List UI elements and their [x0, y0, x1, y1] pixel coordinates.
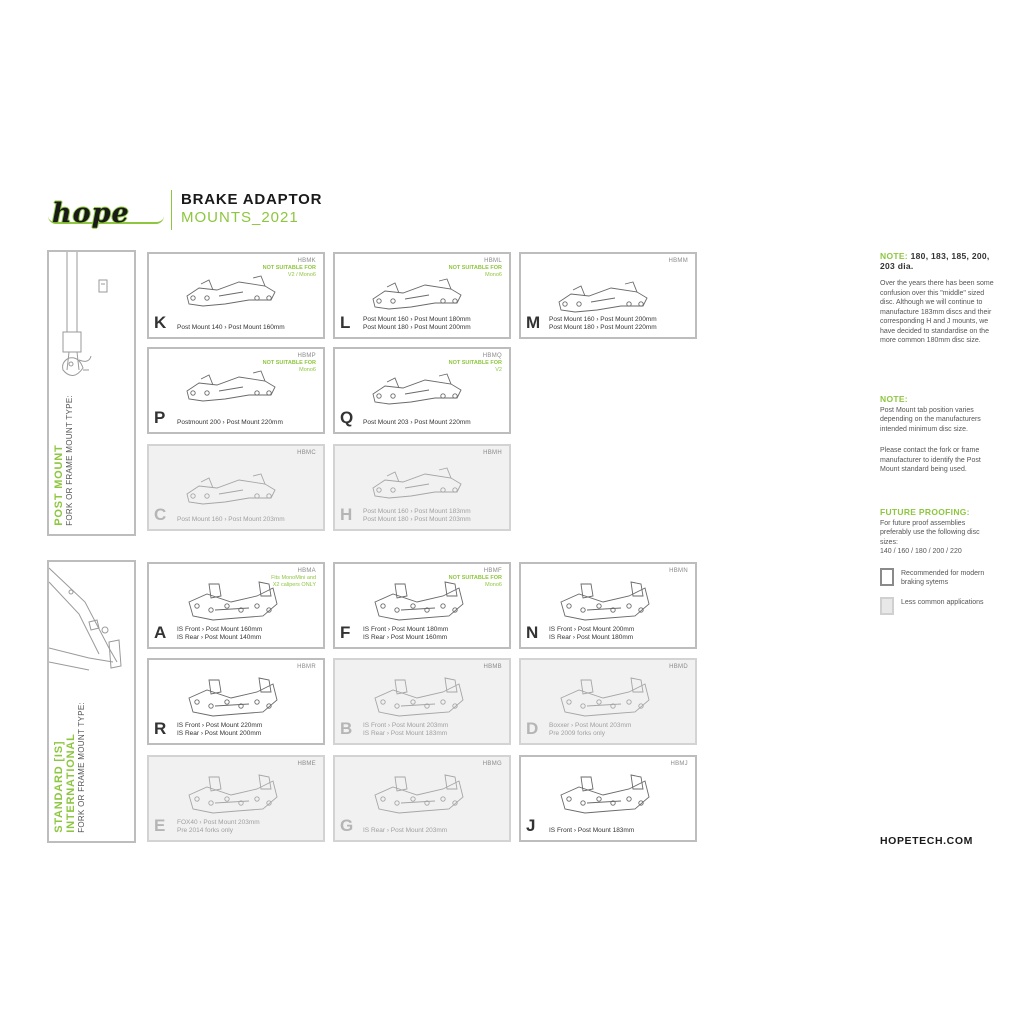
adaptor-description — [177, 324, 285, 332]
part-code: HBMB — [483, 664, 502, 670]
group-label-post-mount: POST MOUNT FORK OR FRAME MOUNT TYPE: — [53, 395, 74, 526]
part-code: HBMG — [482, 761, 502, 767]
adaptor-card-f[interactable] — [333, 562, 511, 649]
adaptor-description-line-1: IS Front › Post Mount 183mm — [549, 826, 635, 834]
hope-logo — [50, 196, 162, 229]
adaptor-description — [549, 827, 634, 835]
adaptor-letter: J — [526, 816, 536, 835]
future-proofing-sizes: 140 / 160 / 180 / 200 / 220 — [880, 548, 962, 555]
adaptor-description-line-1: Boxxer › Post Mount 203mm — [549, 722, 632, 729]
adaptor-card-g[interactable] — [333, 755, 511, 842]
adaptor-description — [363, 508, 471, 523]
adaptor-description-line-2: IS Rear › Post Mount 160mm — [363, 633, 448, 641]
part-code: HBMA — [297, 568, 316, 574]
part-code: HBMJ — [670, 761, 688, 767]
legend-recommended-label: Recommended for modern braking sytems — [901, 570, 985, 586]
compatibility-note — [449, 575, 502, 589]
adaptor-card-h[interactable] — [333, 444, 511, 531]
adaptor-description-line-1: Post Mount 160 › Post Mount 203mm — [177, 515, 285, 523]
adaptor-card-j[interactable] — [519, 755, 697, 842]
adaptor-description — [177, 419, 283, 427]
compatibility-note — [271, 575, 316, 589]
adaptor-letter: Q — [340, 408, 354, 427]
website-link[interactable]: HOPETECH.COM — [880, 835, 973, 847]
adaptor-description — [177, 819, 260, 834]
logo-text: hope — [52, 198, 130, 229]
adaptor-card-c[interactable] — [147, 444, 325, 531]
adaptor-card-p[interactable] — [147, 347, 325, 434]
adaptor-bracket-icon — [179, 676, 289, 722]
adaptor-bracket-icon — [179, 462, 289, 508]
header — [50, 188, 370, 234]
compatibility-note-line-2: V2 — [495, 367, 502, 373]
adaptor-letter: G — [340, 816, 354, 835]
adaptor-description-line-1: IS Front › Post Mount 160mm — [177, 626, 263, 633]
adaptor-bracket-icon — [365, 676, 475, 722]
group-panel-post-mount — [47, 250, 136, 536]
adaptor-bracket-icon — [551, 580, 661, 626]
note-post-mount-body-1: Post Mount tab position varies depending on the manufacturers intended minimum disc size. — [880, 406, 981, 433]
compatibility-note-line-1: NOT SUITABLE FOR — [448, 360, 502, 366]
compatibility-note — [449, 265, 502, 279]
adaptor-letter: B — [340, 719, 353, 738]
adaptor-bracket-icon — [365, 773, 475, 819]
compatibility-note — [263, 360, 316, 374]
adaptor-description-line-2: IS Rear › Post Mount 140mm — [177, 633, 262, 641]
adaptor-description — [549, 316, 657, 331]
page-subtitle: MOUNTS_2021 — [181, 209, 299, 226]
compatibility-note-line-2: Mono6 — [485, 272, 502, 278]
adaptor-description-line-1: IS Front › Post Mount 203mm — [363, 722, 449, 729]
adaptor-card-n[interactable] — [519, 562, 697, 649]
adaptor-description-line-2: Post Mount 180 › Post Mount 220mm — [549, 323, 657, 331]
adaptor-description-line-2: Post Mount 180 › Post Mount 200mm — [363, 323, 471, 331]
adaptor-card-b[interactable] — [333, 658, 511, 745]
part-code: HBMR — [297, 664, 316, 670]
adaptor-letter: R — [154, 719, 167, 738]
adaptor-description-line-2: Pre 2014 forks only — [177, 826, 234, 834]
compatibility-note-line-2: Mono6 — [299, 367, 316, 373]
note-disc-sizes-heading: NOTE: 180, 183, 185, 200, 203 dia. — [880, 251, 990, 271]
group-label-international-standard: STANDARD [IS] INTERNATIONAL FORK OR FRAME MOUNT TYPE: — [53, 702, 86, 833]
adaptor-description-line-2: IS Rear › Post Mount 200mm — [177, 729, 262, 737]
future-proofing-body: For future proof assemblies preferably use the following disc sizes: — [880, 519, 980, 546]
adaptor-description-line-1: Post Mount 160 › Post Mount 180mm — [363, 316, 471, 323]
note-post-mount-heading: NOTE: — [880, 394, 908, 404]
compatibility-note-line-1: NOT SUITABLE FOR — [448, 265, 502, 271]
part-code: HBMM — [668, 258, 688, 264]
adaptor-description-line-1: Post Mount 203 › Post Mount 220mm — [363, 418, 471, 426]
adaptor-description-line-1: Post Mount 140 › Post Mount 160mm — [177, 323, 285, 331]
compatibility-note-line-2: Mono6 — [485, 582, 502, 588]
adaptor-description — [363, 827, 447, 835]
compatibility-note-line-1: NOT SUITABLE FOR — [448, 575, 502, 581]
adaptor-card-r[interactable] — [147, 658, 325, 745]
adaptor-letter: K — [154, 313, 167, 332]
compatibility-note-line-2: V2 / Mono6 — [287, 272, 316, 278]
adaptor-card-e[interactable] — [147, 755, 325, 842]
adaptor-description — [177, 722, 262, 737]
legend-less-common-swatch — [880, 597, 894, 615]
adaptor-bracket-icon — [179, 773, 289, 819]
part-code: HBME — [297, 761, 316, 767]
note-post-mount-tab — [880, 395, 995, 475]
adaptor-letter: L — [340, 313, 351, 332]
adaptor-description — [363, 722, 448, 737]
adaptor-description-line-1: IS Rear › Post Mount 203mm — [363, 826, 448, 834]
legend-recommended-swatch — [880, 568, 894, 586]
part-code: HBMK — [297, 258, 316, 264]
adaptor-letter: F — [340, 623, 351, 642]
adaptor-letter: H — [340, 505, 353, 524]
part-code: HBMF — [483, 568, 502, 574]
part-code: HBMC — [297, 450, 316, 456]
note-disc-sizes — [880, 252, 995, 346]
adaptor-description-line-1: IS Front › Post Mount 180mm — [363, 626, 449, 633]
adaptor-bracket-icon — [551, 676, 661, 722]
adaptor-description — [363, 419, 471, 427]
header-divider — [171, 190, 172, 230]
adaptor-bracket-icon — [551, 773, 661, 819]
compatibility-note — [263, 265, 316, 279]
adaptor-description — [177, 626, 262, 641]
part-code: HBML — [484, 258, 502, 264]
page-title: BRAKE ADAPTOR — [181, 191, 323, 208]
part-code: HBMD — [669, 664, 688, 670]
note-disc-sizes-body: Over the years there has been some confusion over this "middle" sized disc. Although we will continue to manufacture 183mm discs and their corresponding H and J mounts, we have decided to standardise on the more common 180mm disc size. — [880, 280, 994, 344]
adaptor-letter: M — [526, 313, 541, 332]
future-proofing — [880, 508, 995, 557]
part-code: HBMP — [297, 353, 316, 359]
adaptor-letter: D — [526, 719, 539, 738]
adaptor-letter: E — [154, 816, 166, 835]
adaptor-letter: C — [154, 505, 167, 524]
compatibility-note-line-1: Fits MonoMini and — [271, 575, 316, 581]
note-post-mount-body-2: Please contact the fork or frame manufacturer to identify the Post Mount standard being used. — [880, 447, 981, 473]
future-proofing-heading: FUTURE PROOFING: — [880, 507, 970, 517]
adaptor-description-line-1: Post Mount 160 › Post Mount 183mm — [363, 508, 471, 515]
group-panel-international-standard — [47, 560, 136, 843]
compatibility-note — [449, 360, 502, 374]
adaptor-card-a[interactable] — [147, 562, 325, 649]
adaptor-card-m[interactable] — [519, 252, 697, 339]
legend-less-common-label: Less common applications — [901, 599, 984, 606]
adaptor-description — [363, 316, 471, 331]
adaptor-letter: A — [154, 623, 167, 642]
adaptor-description-line-2: IS Rear › Post Mount 180mm — [549, 633, 634, 641]
compatibility-note-line-1: NOT SUITABLE FOR — [262, 265, 316, 271]
part-code: HBMQ — [482, 353, 502, 359]
adaptor-description-line-1: IS Front › Post Mount 200mm — [549, 626, 635, 633]
part-code: HBMN — [669, 568, 688, 574]
adaptor-description-line-1: Postmount 200 › Post Mount 220mm — [177, 418, 283, 426]
adaptor-card-q[interactable] — [333, 347, 511, 434]
adaptor-description-line-1: FOX40 › Post Mount 203mm — [177, 819, 260, 826]
adaptor-letter: N — [526, 623, 539, 642]
adaptor-description-line-1: Post Mount 160 › Post Mount 200mm — [549, 316, 657, 323]
adaptor-description-line-2: IS Rear › Post Mount 183mm — [363, 729, 448, 737]
adaptor-card-k[interactable] — [147, 252, 325, 339]
compatibility-note-line-2: X2 calipers ONLY — [272, 582, 316, 588]
adaptor-letter: P — [154, 408, 166, 427]
adaptor-description — [177, 516, 285, 524]
adaptor-card-d[interactable] — [519, 658, 697, 745]
adaptor-bracket-icon — [365, 462, 475, 508]
adaptor-bracket-icon — [551, 270, 661, 316]
adaptor-card-l[interactable] — [333, 252, 511, 339]
adaptor-description — [549, 626, 634, 641]
adaptor-description — [363, 626, 448, 641]
adaptor-description-line-2: Pre 2009 forks only — [549, 729, 606, 737]
part-code: HBMH — [483, 450, 502, 456]
adaptor-description-line-1: IS Front › Post Mount 220mm — [177, 722, 263, 729]
compatibility-note-line-1: NOT SUITABLE FOR — [262, 360, 316, 366]
adaptor-description-line-2: Post Mount 180 › Post Mount 203mm — [363, 515, 471, 523]
adaptor-description — [549, 722, 631, 737]
